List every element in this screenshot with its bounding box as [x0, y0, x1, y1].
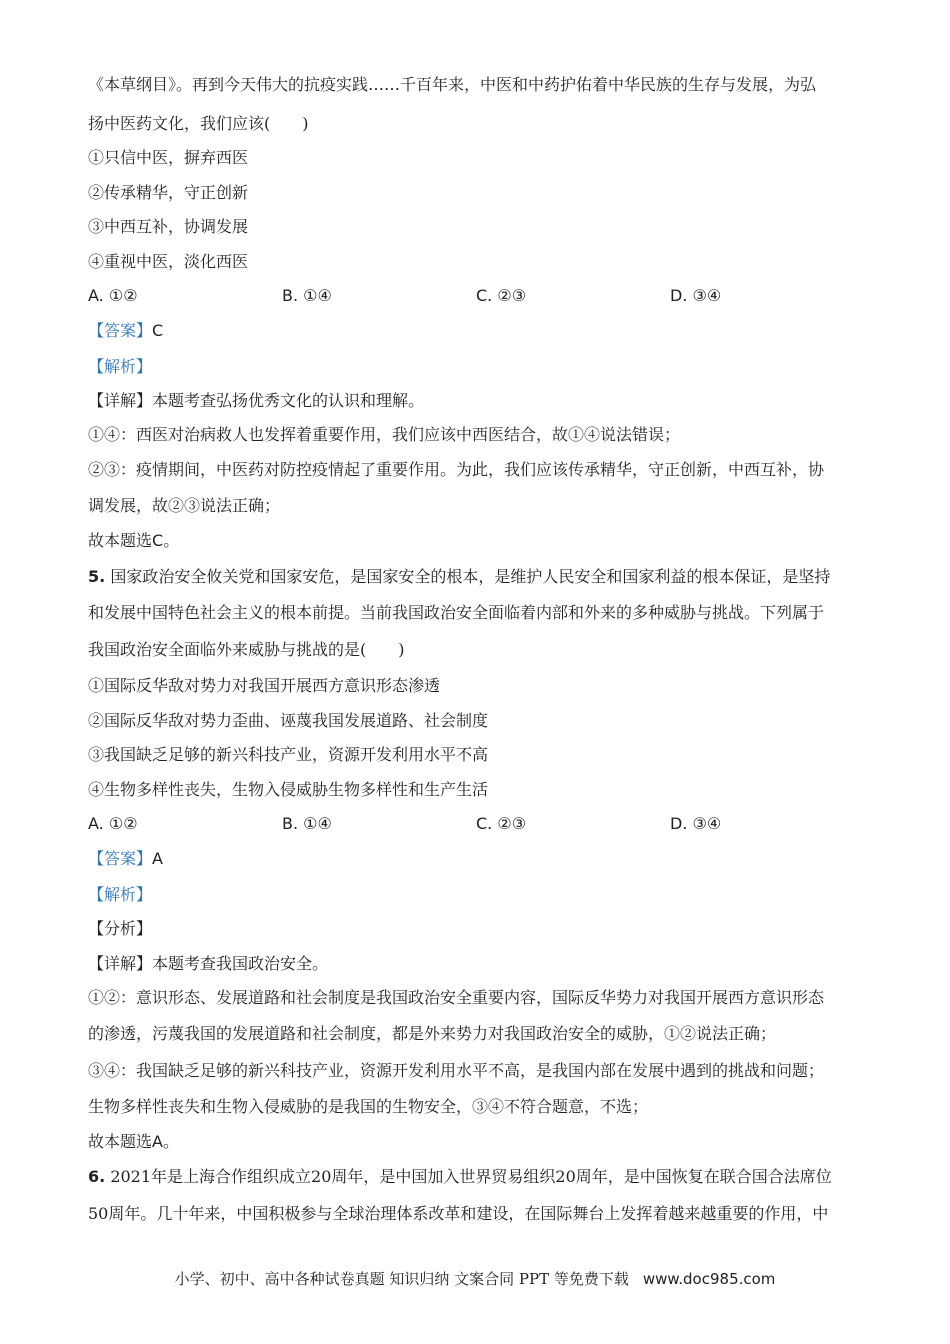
q5-detail — [88, 953, 328, 975]
page-footer — [0, 1268, 950, 1290]
q5-item-2: ②国际反华敌对势力歪曲、诬蔑我国发展道路、社会制度 — [88, 711, 489, 730]
option-text: ①④ — [303, 286, 332, 305]
q4-item-4: ④重视中医，淡化西医 — [88, 252, 249, 271]
option-letter: D. — [670, 814, 688, 833]
q4-analysis-label: 【解析】 — [88, 357, 153, 376]
option-text: ②③ — [497, 286, 527, 305]
q4-explanation-2-line1: ②③：疫情期间，中医药对防控疫情起了重要作用。为此，我们应该传承精华，守正创新，中西互补，协 — [88, 460, 825, 479]
q5-answer — [88, 848, 163, 870]
option-letter: D. — [670, 286, 688, 305]
q5-option-b — [282, 813, 332, 835]
option-text: ①② — [108, 286, 138, 305]
option-text: ②③ — [497, 814, 527, 833]
option-text: ①④ — [303, 814, 332, 833]
q4-option-d — [670, 285, 721, 307]
footer-link[interactable]: www.doc985.com — [642, 1270, 776, 1288]
q4-option-c — [476, 285, 526, 307]
stem-text: 2021年是上海合作组织成立20周年，是中国加入世界贸易组织20周年，是中国恢复在联合国合法席位 — [110, 1167, 832, 1186]
option-text: ③④ — [692, 286, 722, 305]
footer-text: 小学、初中、高中各种试卷真题 知识归纳 文案合同 PPT 等免费下载 — [174, 1270, 629, 1288]
q4-answer — [88, 320, 163, 342]
option-letter: C. — [476, 814, 493, 833]
q5-stem-line3: 我国政治安全面临外来威胁与挑战的是( ) — [88, 640, 405, 659]
q5-explanation-1-line2: 的渗透，污蔑我国的发展道路和社会制度，都是外来势力对我国政治安全的威胁，①②说法正确； — [88, 1024, 777, 1043]
detail-text: 本题考查弘扬优秀文化的认识和理解。 — [152, 391, 425, 410]
detail-label: 【详解】 — [88, 391, 153, 410]
q5-conclusion — [88, 1131, 179, 1153]
option-letter: B. — [282, 814, 299, 833]
q5-option-a — [88, 813, 138, 835]
answer-label: 【答案】 — [88, 849, 153, 868]
option-text: ①② — [108, 814, 138, 833]
q5-explanation-2-line1: ③④：我国缺乏足够的新兴科技产业，资源开发利用水平不高，是我国内部在发展中遇到的挑战和问题； — [88, 1061, 825, 1080]
option-letter: A. — [88, 286, 104, 305]
q6-stem-line2: 50周年。几十年来，中国积极参与全球治理体系改革和建设，在国际舞台上发挥着越来越重要的作用，中 — [88, 1204, 829, 1223]
q4-item-3: ③中西互补，协调发展 — [88, 217, 249, 236]
q5-fenxi-label: 【分析】 — [88, 919, 153, 938]
answer-label: 【答案】 — [88, 321, 153, 340]
q5-option-d — [670, 813, 721, 835]
q4-item-1: ①只信中医，摒弃西医 — [88, 148, 249, 167]
option-letter: A. — [88, 814, 104, 833]
answer-value: C — [152, 321, 164, 340]
detail-text: 本题考查我国政治安全。 — [152, 954, 329, 973]
conclusion-prefix: 故本题选 — [88, 531, 153, 550]
q5-explanation-2-line2: 生物多样性丧失和生物入侵威胁的是我国的生物安全，③④不符合题意，不选； — [88, 1097, 649, 1116]
q5-item-1: ①国际反华敌对势力对我国开展西方意识形态渗透 — [88, 676, 441, 695]
q5-option-c — [476, 813, 526, 835]
conclusion-answer: A。 — [152, 1132, 179, 1151]
q4-explanation-1: ①④：西医对治病救人也发挥着重要作用，我们应该中西医结合，故①④说法错误； — [88, 425, 681, 444]
answer-value: A — [152, 849, 163, 868]
option-text: ③④ — [692, 814, 722, 833]
q5-explanation-1-line1: ①②：意识形态、发展道路和社会制度是我国政治安全重要内容，国际反华势力对我国开展西方意识形态 — [88, 988, 825, 1007]
option-letter: C. — [476, 286, 493, 305]
option-letter: B. — [282, 286, 299, 305]
q5-analysis-label: 【解析】 — [88, 885, 153, 904]
detail-label: 【详解】 — [88, 954, 153, 973]
conclusion-prefix: 故本题选 — [88, 1132, 153, 1151]
q5-item-4: ④生物多样性丧失，生物入侵威胁生物多样性和生产生活 — [88, 780, 489, 799]
q4-option-a — [88, 285, 138, 307]
q4-stem-line2: 扬中医药文化，我们应该( ) — [88, 114, 309, 133]
q4-detail — [88, 390, 424, 412]
q6-stem-line1 — [88, 1166, 832, 1188]
q4-item-2: ②传承精华，守正创新 — [88, 183, 249, 202]
q5-item-3: ③我国缺乏足够的新兴科技产业，资源开发利用水平不高 — [88, 745, 489, 764]
conclusion-answer: C。 — [152, 531, 180, 550]
stem-text: 国家政治安全攸关党和国家安危，是国家安全的根本，是维护人民安全和国家利益的根本保证，是坚持 — [110, 567, 831, 586]
q4-explanation-2-line2: 调发展，故②③说法正确； — [88, 496, 281, 515]
q4-conclusion — [88, 530, 179, 552]
question-number: 5. — [88, 567, 106, 586]
q4-stem-line1: 《本草纲目》。再到今天伟大的抗疫实践……千百年来，中医和中药护佑着中华民族的生存与发展，为弘 — [88, 75, 817, 94]
q5-stem-line1 — [88, 566, 830, 588]
question-number: 6. — [88, 1167, 106, 1186]
q4-option-b — [282, 285, 332, 307]
q5-stem-line2: 和发展中国特色社会主义的根本前提。当前我国政治安全面临着内部和外来的多种威胁与挑战。下列属于 — [88, 603, 825, 622]
